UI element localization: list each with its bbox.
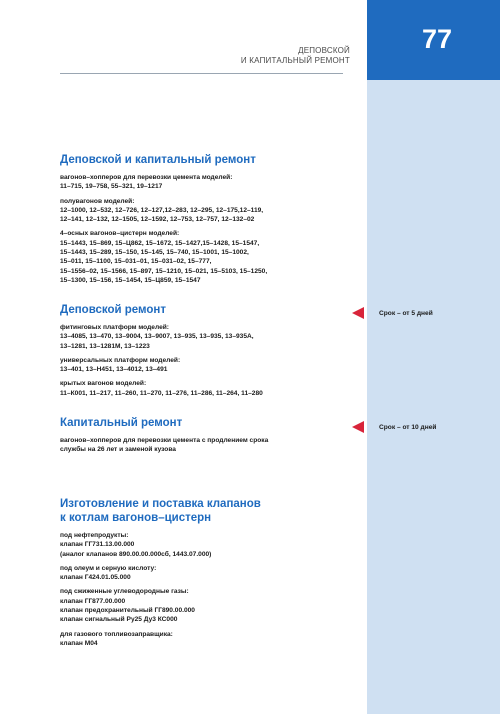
group-line: 13–401, 13–Н451, 13–4012, 13–491: [60, 366, 168, 374]
group-heading: крытых вагонов моделей:: [60, 380, 147, 388]
group-line: клапан ГГ877.00.000: [60, 597, 126, 605]
lead-time-text: Срок – от 5 дней: [379, 309, 433, 317]
section-title: [60, 153, 355, 167]
group-heading: вагонов–хопперов для перевозки цемента моделей:: [60, 174, 233, 181]
item-group: [60, 173, 355, 192]
section-title: [60, 303, 355, 317]
group-line: 11–К001, 11–217, 11–260, 11–270, 11–276, 11–286, 11–264, 11–280: [60, 389, 263, 397]
group-heading: 4–осных вагонов–цистерн моделей:: [60, 230, 180, 238]
section-title-line: Капитальный ремонт: [60, 417, 183, 429]
section-depot-repair: [60, 303, 355, 403]
section-title: [60, 416, 355, 430]
lead-time-note: [352, 306, 492, 320]
lead-time-text: Срок – от 10 дней: [379, 423, 437, 431]
group-line: 15–011, 15–1100, 15–031–01, 15–031–02, 15–777,: [60, 258, 212, 266]
item-group: [60, 356, 355, 375]
section-title: [60, 497, 355, 525]
group-line: клапан Г424.01.05.000: [60, 574, 131, 582]
group-line: службы на 26 лет и заменой кузова: [60, 446, 176, 454]
item-group: [60, 379, 355, 398]
group-heading: фитинговых платформ моделей:: [60, 324, 169, 331]
item-group: [60, 436, 355, 455]
section-title-line: Изготовление и поставка клапанов: [60, 498, 261, 510]
group-line: 12–1000, 12–532, 12–726, 12–127,12–283, 12–295, 12–175,12–119,: [60, 206, 264, 214]
group-line: (аналог клапанов 890.00.00.000сб, 1443.07.000): [60, 550, 212, 558]
section-valves-supply: [60, 497, 355, 653]
section-depot-and-capital-repair: [60, 153, 355, 290]
group-line: 12–141, 12–132, 12–1505, 12–1592, 12–753, 12–757, 12–132–02: [60, 216, 255, 224]
item-group: [60, 531, 355, 559]
item-group: [60, 229, 355, 285]
group-line: 15–1300, 15–156, 15–1454, 15–Ц859, 15–1547: [60, 276, 201, 284]
right-sidebar: [367, 0, 500, 714]
section-title-line: к котлам вагонов–цистерн: [60, 512, 212, 524]
header-divider: [60, 73, 343, 74]
page-number: [367, 0, 500, 80]
chapter-heading: [150, 46, 350, 66]
chapter-heading-line: И КАПИТАЛЬНЫЙ РЕМОНТ: [240, 56, 350, 65]
group-heading: под нефтепродукты:: [60, 532, 129, 539]
group-line: 13–4085, 13–470, 13–9004, 13–9007, 13–935, 13–935, 13–935А,: [60, 333, 254, 341]
section-title-line: Деповской и капитальный ремонт: [60, 154, 256, 166]
group-heading: универсальных платформ моделей:: [60, 356, 181, 364]
group-line: 11–715, 19–758, 55–321, 19–1217: [60, 183, 163, 191]
item-group: [60, 323, 355, 351]
group-heading: под сжиженные углеводородные газы:: [60, 588, 189, 596]
section-title-line: Деповской ремонт: [60, 304, 166, 316]
group-line: клапан сигнальный Ру25 Ду3 КС000: [60, 616, 178, 624]
group-line: клапан М04: [60, 639, 98, 647]
group-heading: для газового топливозаправщика:: [60, 630, 173, 638]
group-line: 15–1556–02, 15–1566, 15–897, 15–1210, 15–021, 15–5103, 15–1250,: [60, 267, 268, 275]
group-heading: полувагонов моделей:: [60, 197, 135, 205]
red-triangle-marker-icon: [352, 307, 364, 319]
item-group: [60, 630, 355, 649]
group-line: 15–1443, 15–289, 15–150, 15–145, 15–740, 15–1001, 15–1002,: [60, 249, 249, 257]
group-line: вагонов–хопперов для перевозки цемента с продлением срока: [60, 437, 269, 444]
item-group: [60, 587, 355, 624]
section-capital-repair: [60, 416, 355, 460]
group-line: клапан предохранительный ГГ890.00.000: [60, 607, 195, 615]
group-line: 13–1281, 13–1281М, 13–1223: [60, 342, 150, 350]
group-heading: под олеум и серную кислоту:: [60, 564, 157, 572]
item-group: [60, 564, 355, 583]
group-line: 15–1443, 15–869, 15–Ц862, 15–1672, 15–1427,15–1428, 15–1547,: [60, 239, 260, 247]
red-triangle-marker-icon: [352, 421, 364, 433]
page-number-text: 77: [421, 24, 452, 54]
group-line: клапан ГГ731.13.00.000: [60, 541, 135, 549]
item-group: [60, 197, 355, 225]
chapter-heading-line: ДЕПОВСКОЙ: [298, 46, 350, 55]
lead-time-note: [352, 420, 492, 434]
